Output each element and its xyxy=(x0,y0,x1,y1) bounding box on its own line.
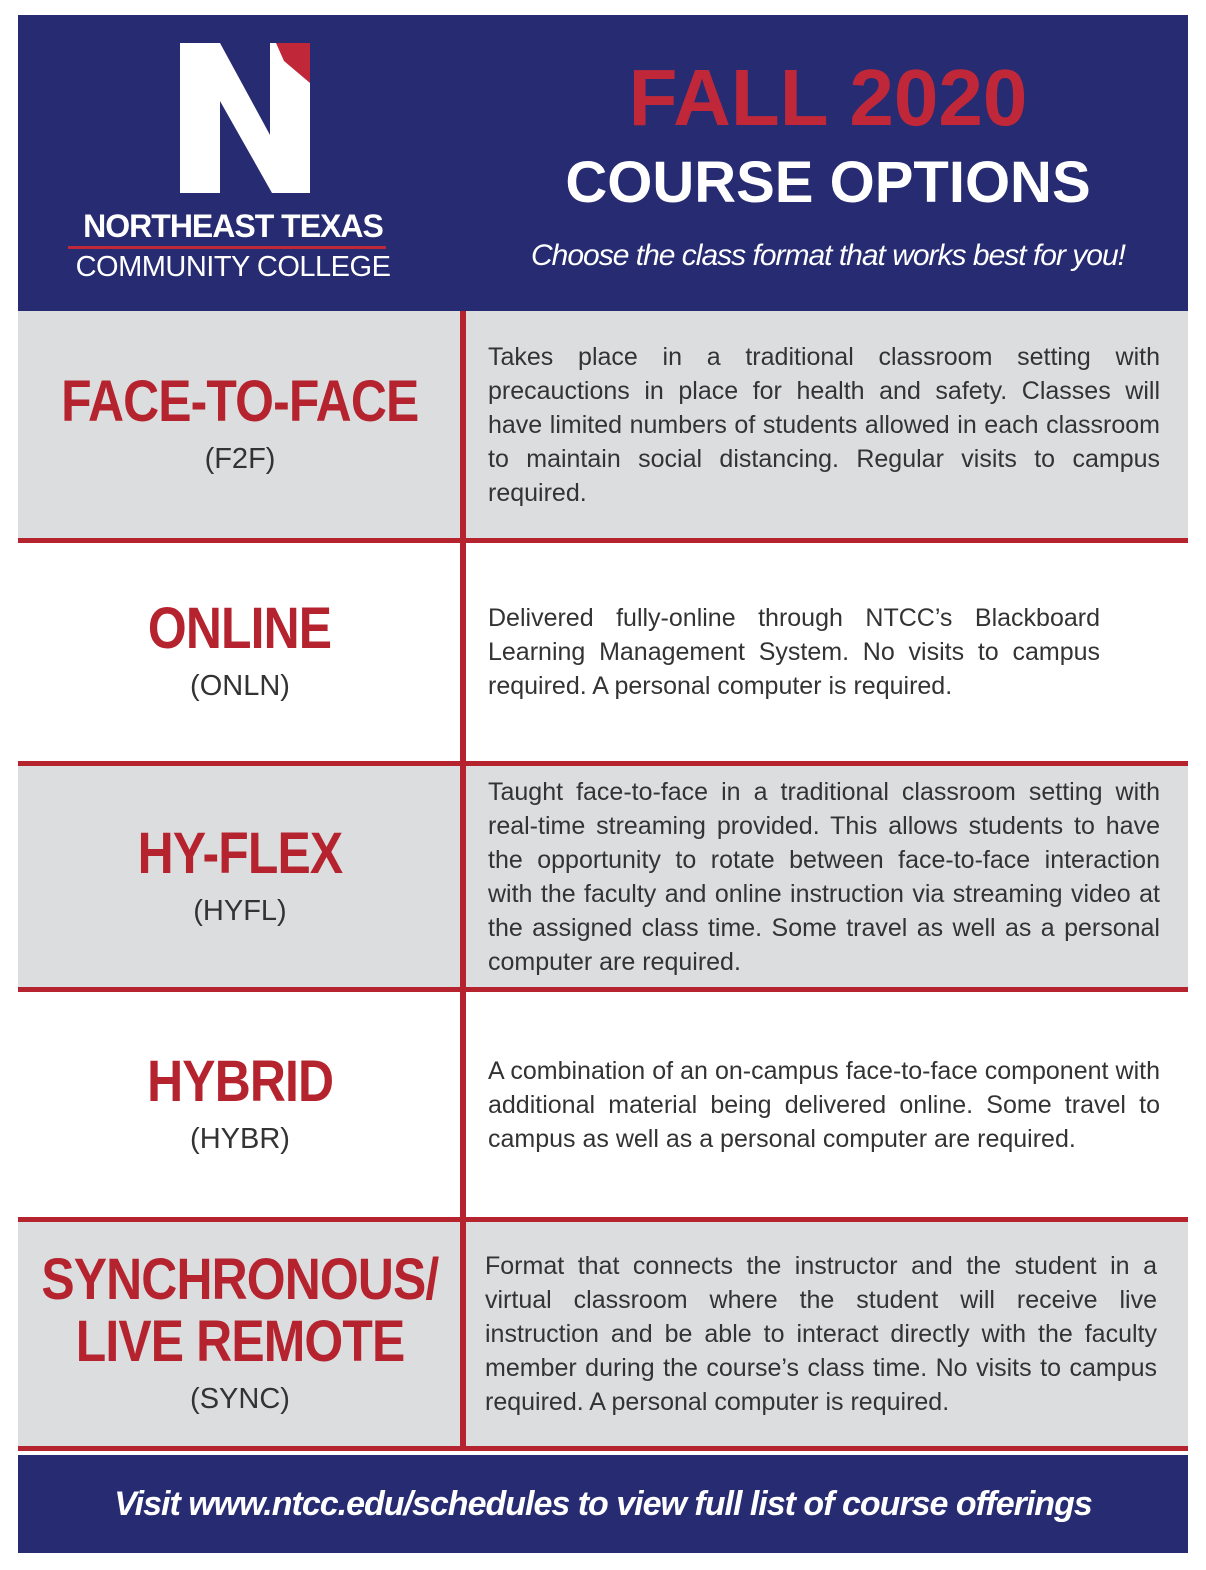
title-block xyxy=(518,53,1138,278)
format-name-cell xyxy=(18,992,462,1217)
format-title: HY-FLEX xyxy=(137,820,343,886)
format-row-sync xyxy=(18,1222,1188,1446)
format-title: FACE-TO-FACE xyxy=(61,368,419,434)
format-title: HYBRID xyxy=(146,1048,334,1114)
format-description-cell xyxy=(485,1222,1157,1446)
page-title: COURSE OPTIONS xyxy=(565,150,1091,215)
format-title: ONLINE xyxy=(148,596,332,661)
format-code: (HYFL) xyxy=(193,894,287,927)
format-description: Delivered fully-online through NTCC’s Blackboard Learning Management System. No visits to campus required. A personal computer is required. xyxy=(488,604,1100,700)
format-name-cell xyxy=(18,311,462,538)
format-code: (HYBR) xyxy=(190,1122,290,1155)
format-name-cell xyxy=(18,1222,462,1446)
format-description-cell xyxy=(488,766,1160,987)
format-row-hybr xyxy=(18,992,1188,1217)
format-code: (F2F) xyxy=(204,442,276,475)
format-code: (SYNC) xyxy=(190,1383,290,1415)
column-divider xyxy=(460,311,466,1450)
logo-n-icon xyxy=(180,43,310,193)
logo-name-line2: COMMUNITY COLLEGE xyxy=(75,251,391,283)
format-description-cell xyxy=(488,543,1100,761)
logo-divider xyxy=(68,246,386,249)
format-description-cell xyxy=(488,992,1160,1217)
format-name-cell xyxy=(18,543,462,761)
format-description-cell xyxy=(488,311,1160,538)
format-description: Takes place in a traditional classroom setting with precauctions in place for health and safety. Classes will have limited numbers of students allowed in each classroom to maintain social distancing. Regular visits to campus required. xyxy=(488,342,1160,507)
format-description: Taught face-to-face in a traditional classroom setting with real-time streaming provided. This allows students to have the opportunity to rotate between face-to-face interaction with the faculty and online instruction via streaming video at the assigned class time. Some travel as well as a personal computer are required. xyxy=(488,777,1160,976)
format-title-line2: LIVE REMOTE xyxy=(75,1309,405,1374)
format-name-cell xyxy=(18,766,462,987)
footer-link-text[interactable]: Visit www.ntcc.edu/schedules to view full list of course offerings xyxy=(114,1484,1092,1523)
row-divider xyxy=(18,1446,1188,1451)
format-description: Format that connects the instructor and the student in a virtual classroom where the student will receive live instruction and be able to interact directly with the faculty member during the course’s class time. No visits to campus required. A personal computer is required. xyxy=(485,1252,1157,1416)
footer-banner xyxy=(18,1455,1188,1553)
logo-name-line1: NORTHEAST TEXAS xyxy=(83,208,383,244)
header-banner xyxy=(18,15,1188,311)
format-row-onln xyxy=(18,543,1188,761)
format-code: (ONLN) xyxy=(190,670,290,702)
format-title-line1: SYNCHRONOUS/ xyxy=(41,1247,439,1312)
format-row-f2f xyxy=(18,311,1188,538)
format-description: A combination of an on-campus face-to-face component with additional material being delivered online. Some travel to campus as well as a personal computer are required. xyxy=(488,1056,1160,1153)
college-logo xyxy=(68,43,398,293)
format-row-hyfl xyxy=(18,766,1188,987)
tagline: Choose the class format that works best for you! xyxy=(531,239,1125,272)
term-title: FALL 2020 xyxy=(628,53,1028,142)
